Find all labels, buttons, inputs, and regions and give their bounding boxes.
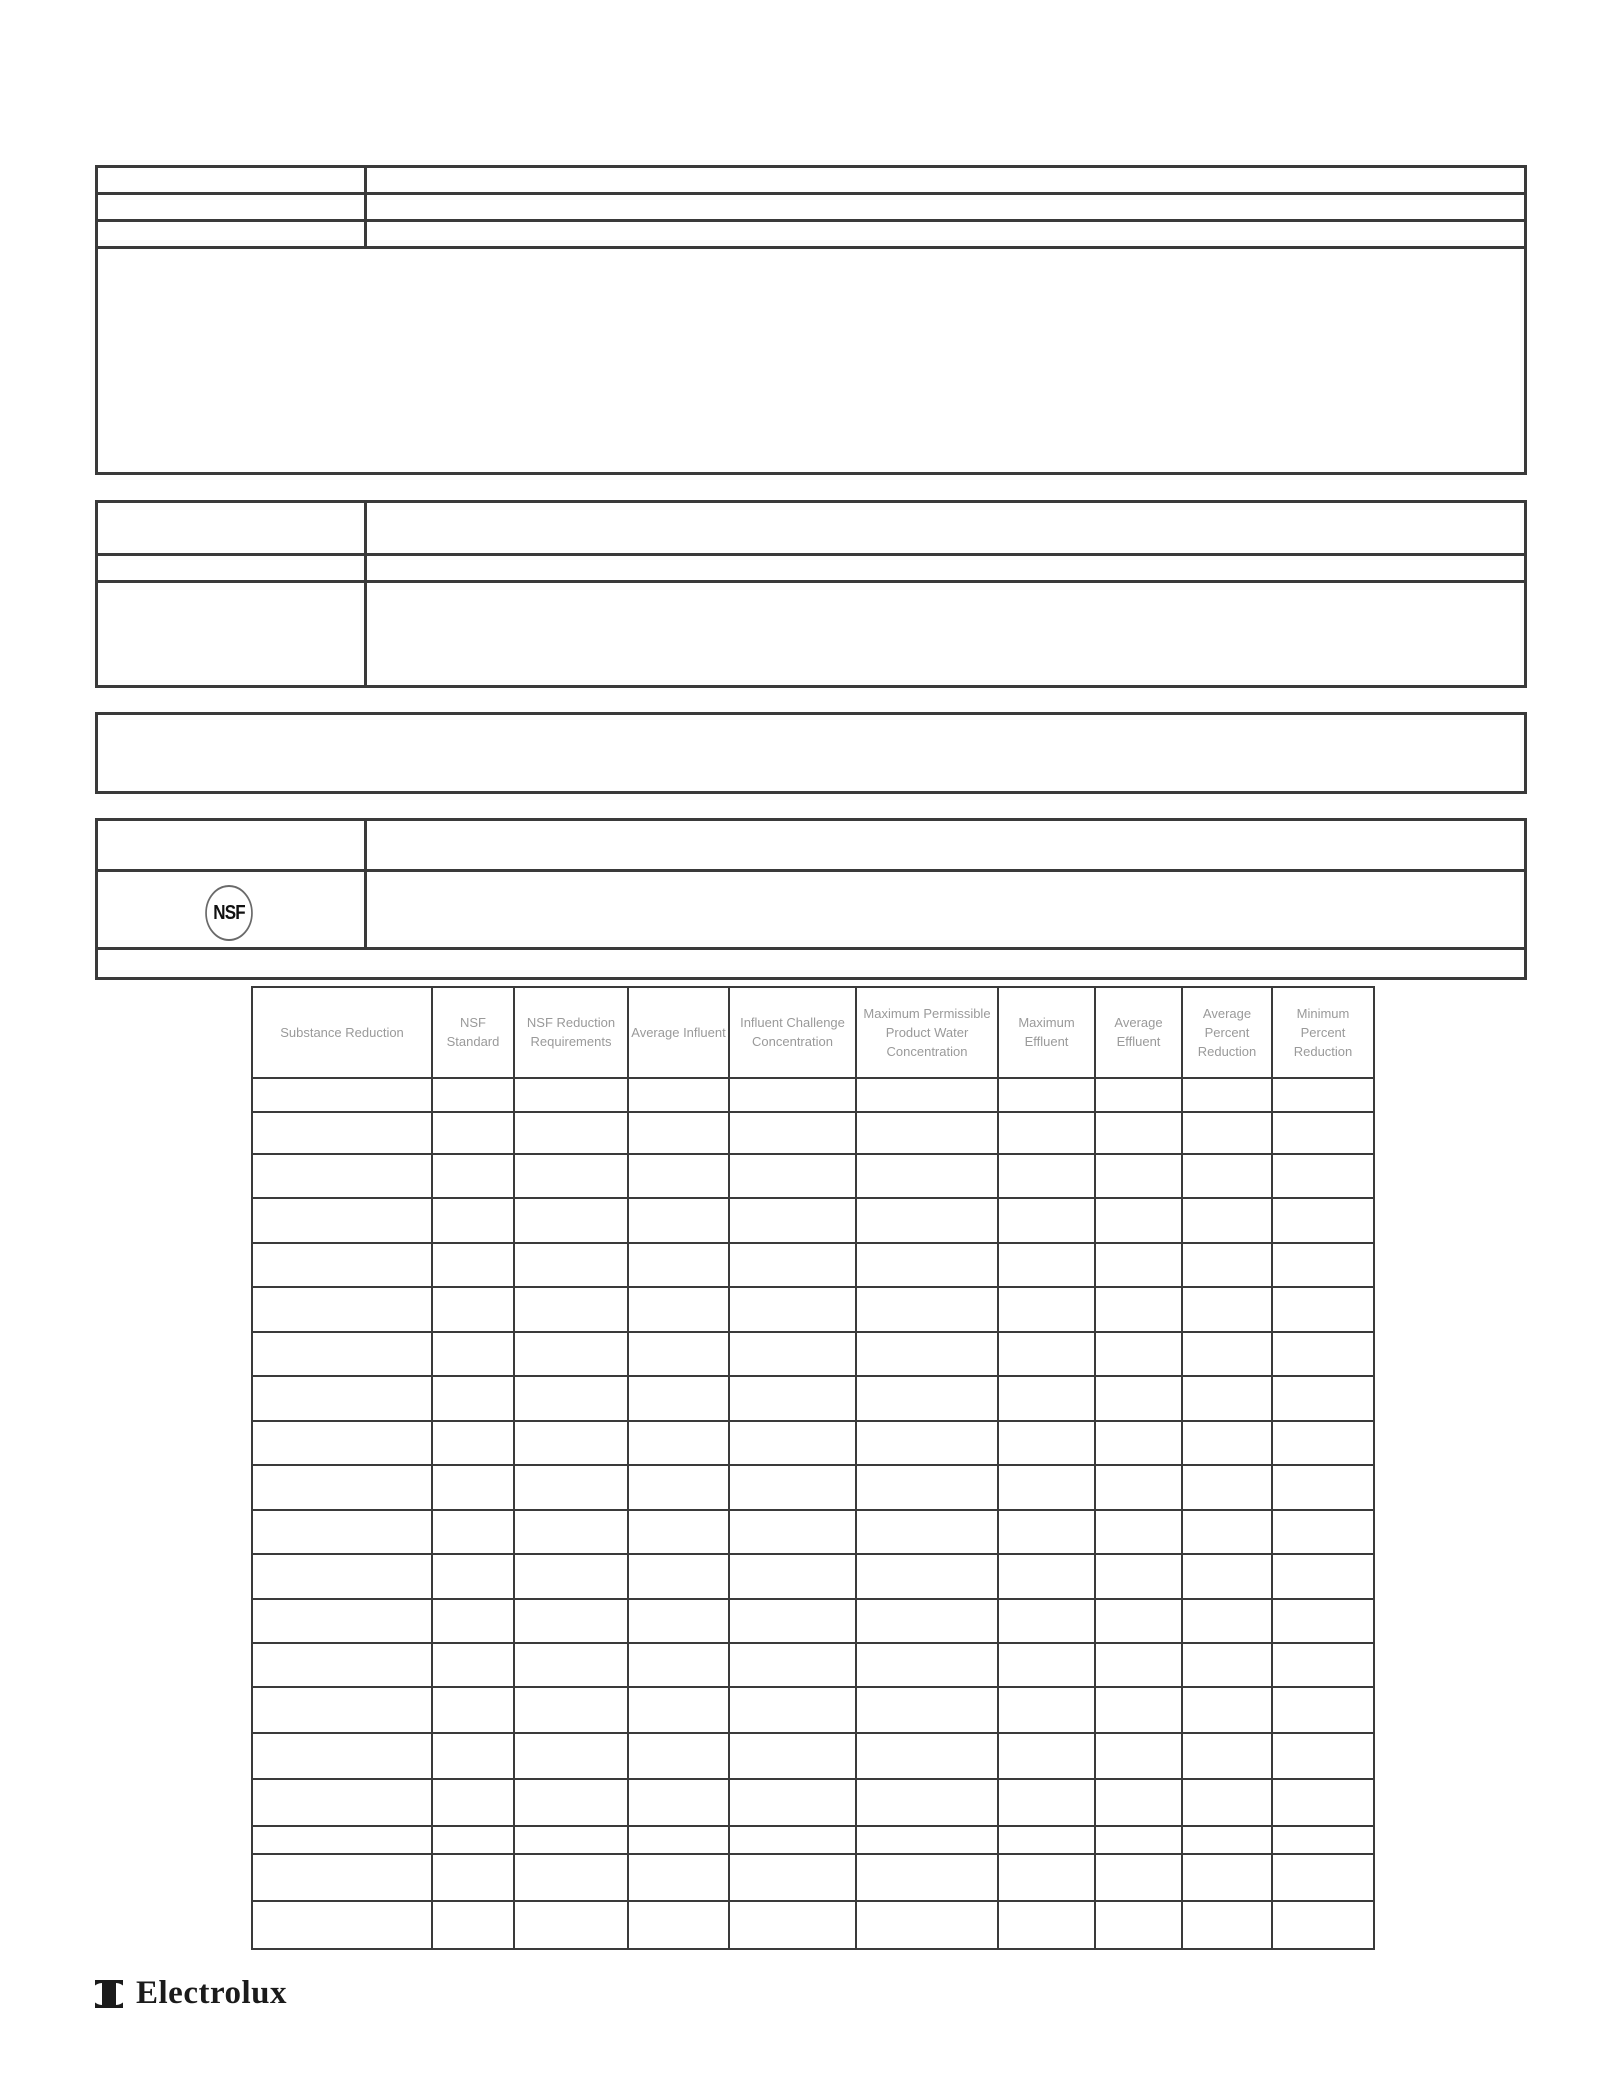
electrolux-symbol-icon [94, 1979, 124, 2009]
table-cell [514, 1554, 628, 1598]
table-row [252, 1779, 1374, 1826]
table-cell [1182, 1643, 1272, 1687]
section-4-row-divider [95, 947, 1527, 950]
section-2-row-divider [95, 553, 1527, 556]
table-row [252, 1198, 1374, 1242]
brand-name: Electrolux [136, 1975, 288, 2011]
table-cell [1272, 1198, 1374, 1242]
table-row [252, 1287, 1374, 1332]
table-header-row [252, 987, 1374, 1078]
table-row [252, 1465, 1374, 1510]
table-cell [1272, 1687, 1374, 1732]
table-row [252, 1554, 1374, 1598]
column-header: Average Effluent [1095, 987, 1182, 1078]
table-cell [432, 1554, 514, 1598]
table-cell [729, 1287, 856, 1332]
table-cell [628, 1901, 729, 1949]
table-cell [729, 1198, 856, 1242]
table-cell [628, 1643, 729, 1687]
table-cell [998, 1332, 1095, 1376]
table-cell [998, 1198, 1095, 1242]
table-cell [628, 1287, 729, 1332]
table-cell [998, 1154, 1095, 1198]
table-cell [1095, 1198, 1182, 1242]
table-cell [856, 1154, 998, 1198]
table-cell [1095, 1112, 1182, 1154]
table-cell [432, 1599, 514, 1643]
table-cell [1095, 1643, 1182, 1687]
table-cell [1095, 1421, 1182, 1465]
table-cell [856, 1421, 998, 1465]
table-cell [856, 1554, 998, 1598]
table-cell [1095, 1687, 1182, 1732]
electrolux-logo [94, 1975, 287, 2012]
section-2-row-divider [95, 580, 1527, 583]
table-cell [729, 1243, 856, 1287]
table-cell [252, 1599, 432, 1643]
column-header: Minimum Percent Reduction [1272, 987, 1374, 1078]
table-cell [252, 1332, 432, 1376]
table-row [252, 1687, 1374, 1732]
table-cell [432, 1112, 514, 1154]
table-cell [628, 1599, 729, 1643]
table-cell [856, 1287, 998, 1332]
table-cell [514, 1826, 628, 1854]
table-row [252, 1510, 1374, 1554]
section-4-row-divider [95, 869, 1527, 872]
table-row [252, 1901, 1374, 1949]
table-cell [1272, 1078, 1374, 1112]
table-cell [1272, 1112, 1374, 1154]
table-cell [729, 1826, 856, 1854]
table-cell [1182, 1112, 1272, 1154]
table-cell [729, 1112, 856, 1154]
table-cell [628, 1198, 729, 1242]
table-cell [856, 1510, 998, 1554]
table-cell [514, 1465, 628, 1510]
table-cell [1182, 1243, 1272, 1287]
table-cell [1182, 1332, 1272, 1376]
table-cell [628, 1376, 729, 1420]
table-cell [1095, 1243, 1182, 1287]
column-header: Influent Challenge Concentration [729, 987, 856, 1078]
table-cell [1182, 1078, 1272, 1112]
table-row [252, 1599, 1374, 1643]
table-cell [628, 1243, 729, 1287]
table-cell [1272, 1779, 1374, 1826]
table-row [252, 1421, 1374, 1465]
table-cell [514, 1779, 628, 1826]
table-cell [252, 1643, 432, 1687]
table-row [252, 1733, 1374, 1779]
table-cell [1095, 1901, 1182, 1949]
section-2-column-divider [364, 500, 367, 688]
table-cell [1182, 1599, 1272, 1643]
table-cell [998, 1376, 1095, 1420]
table-cell [729, 1078, 856, 1112]
table-cell [1272, 1599, 1374, 1643]
table-cell [628, 1854, 729, 1900]
table-cell [514, 1078, 628, 1112]
table-cell [432, 1421, 514, 1465]
table-cell [432, 1243, 514, 1287]
table-row [252, 1854, 1374, 1900]
table-cell [998, 1465, 1095, 1510]
table-cell [1272, 1465, 1374, 1510]
table-cell [1095, 1733, 1182, 1779]
column-header: NSF Standard [432, 987, 514, 1078]
column-header: Substance Reduction [252, 987, 432, 1078]
table-cell [729, 1901, 856, 1949]
table-cell [998, 1510, 1095, 1554]
table-cell [998, 1599, 1095, 1643]
table-cell [856, 1854, 998, 1900]
table-cell [856, 1901, 998, 1949]
table-cell [998, 1779, 1095, 1826]
table-cell [1182, 1198, 1272, 1242]
table-cell [998, 1826, 1095, 1854]
table-cell [514, 1599, 628, 1643]
table-cell [729, 1554, 856, 1598]
table-cell [1095, 1376, 1182, 1420]
section-1-row-divider [95, 219, 1527, 222]
table-cell [729, 1854, 856, 1900]
table-cell [856, 1599, 998, 1643]
table-cell [252, 1421, 432, 1465]
table-cell [856, 1243, 998, 1287]
table-cell [628, 1779, 729, 1826]
table-cell [1095, 1154, 1182, 1198]
table-cell [432, 1687, 514, 1732]
column-header: Maximum Permissible Product Water Concentration [856, 987, 998, 1078]
table-cell [998, 1687, 1095, 1732]
table-cell [432, 1510, 514, 1554]
table-cell [729, 1599, 856, 1643]
table-cell [252, 1112, 432, 1154]
table-cell [252, 1554, 432, 1598]
table-cell [628, 1332, 729, 1376]
table-cell [628, 1826, 729, 1854]
table-cell [856, 1198, 998, 1242]
table-row [252, 1643, 1374, 1687]
table-cell [1095, 1599, 1182, 1643]
table-cell [432, 1826, 514, 1854]
table-cell [252, 1465, 432, 1510]
table-cell [998, 1901, 1095, 1949]
info-section-3 [95, 712, 1527, 794]
table-cell [514, 1198, 628, 1242]
info-section-2 [95, 500, 1527, 688]
table-cell [252, 1198, 432, 1242]
table-cell [1182, 1510, 1272, 1554]
table-cell [1182, 1287, 1272, 1332]
table-cell [514, 1901, 628, 1949]
table-cell [514, 1643, 628, 1687]
section-1-column-divider [364, 165, 367, 247]
table-cell [628, 1421, 729, 1465]
table-cell [1272, 1733, 1374, 1779]
table-cell [1095, 1332, 1182, 1376]
table-cell [514, 1687, 628, 1732]
table-row [252, 1332, 1374, 1376]
info-section-1 [95, 165, 1527, 475]
nsf-logo: NSF [205, 885, 253, 941]
table-cell [252, 1826, 432, 1854]
table-cell [252, 1078, 432, 1112]
table-cell [432, 1901, 514, 1949]
table-cell [1095, 1287, 1182, 1332]
certification-section [95, 818, 1527, 980]
table-cell [729, 1733, 856, 1779]
table-cell [252, 1243, 432, 1287]
table-cell [628, 1554, 729, 1598]
table-row [252, 1376, 1374, 1420]
table-cell [628, 1733, 729, 1779]
table-cell [252, 1510, 432, 1554]
table-cell [432, 1854, 514, 1900]
table-cell [628, 1687, 729, 1732]
table-cell [514, 1510, 628, 1554]
table-cell [1095, 1779, 1182, 1826]
table-cell [856, 1078, 998, 1112]
section-1-row-divider [95, 246, 1527, 249]
table-cell [856, 1779, 998, 1826]
column-header: Average Percent Reduction [1182, 987, 1272, 1078]
table-cell [1272, 1243, 1374, 1287]
table-cell [856, 1332, 998, 1376]
table-cell [856, 1687, 998, 1732]
table-cell [1182, 1376, 1272, 1420]
table-cell [432, 1198, 514, 1242]
column-header: Average Influent [628, 987, 729, 1078]
table-cell [1272, 1826, 1374, 1854]
table-row [252, 1078, 1374, 1112]
table-row [252, 1243, 1374, 1287]
table-cell [432, 1733, 514, 1779]
table-cell [1182, 1901, 1272, 1949]
table-cell [432, 1078, 514, 1112]
table-cell [998, 1287, 1095, 1332]
table-cell [1095, 1465, 1182, 1510]
table-cell [514, 1154, 628, 1198]
table-cell [729, 1779, 856, 1826]
table-cell [432, 1465, 514, 1510]
table-cell [1095, 1078, 1182, 1112]
table-cell [1182, 1826, 1272, 1854]
table-cell [1182, 1779, 1272, 1826]
table-cell [1272, 1376, 1374, 1420]
table-cell [1182, 1421, 1272, 1465]
table-cell [856, 1826, 998, 1854]
table-cell [514, 1854, 628, 1900]
table-cell [729, 1643, 856, 1687]
table-cell [1095, 1854, 1182, 1900]
table-cell [1272, 1287, 1374, 1332]
table-cell [432, 1154, 514, 1198]
table-cell [1272, 1510, 1374, 1554]
table-cell [514, 1287, 628, 1332]
table-cell [628, 1510, 729, 1554]
table-cell [1095, 1554, 1182, 1598]
table-cell [252, 1854, 432, 1900]
table-cell [252, 1779, 432, 1826]
table-cell [856, 1465, 998, 1510]
performance-data-table [251, 986, 1375, 1950]
table-cell [514, 1421, 628, 1465]
table-cell [729, 1687, 856, 1732]
table-cell [1272, 1643, 1374, 1687]
table-cell [252, 1376, 432, 1420]
table-cell [1182, 1154, 1272, 1198]
table-cell [432, 1643, 514, 1687]
section-1-row-divider [95, 192, 1527, 195]
table-cell [1272, 1421, 1374, 1465]
table-cell [1272, 1854, 1374, 1900]
table-cell [252, 1687, 432, 1732]
table-cell [1272, 1154, 1374, 1198]
table-cell [432, 1287, 514, 1332]
table-cell [252, 1901, 432, 1949]
table-cell [252, 1733, 432, 1779]
table-cell [998, 1733, 1095, 1779]
table-cell [628, 1078, 729, 1112]
table-cell [729, 1510, 856, 1554]
table-cell [1182, 1733, 1272, 1779]
table-cell [252, 1287, 432, 1332]
table-cell [514, 1376, 628, 1420]
table-cell [1182, 1687, 1272, 1732]
table-cell [1095, 1510, 1182, 1554]
table-cell [628, 1465, 729, 1510]
table-cell [514, 1112, 628, 1154]
table-cell [856, 1643, 998, 1687]
table-cell [856, 1733, 998, 1779]
table-cell [856, 1112, 998, 1154]
table-cell [514, 1243, 628, 1287]
table-cell [856, 1376, 998, 1420]
table-row [252, 1826, 1374, 1854]
table-row [252, 1154, 1374, 1198]
table-cell [432, 1332, 514, 1376]
table-cell [1182, 1854, 1272, 1900]
column-header: NSF Reduction Requirements [514, 987, 628, 1078]
table-cell [1095, 1826, 1182, 1854]
section-4-column-divider [364, 818, 367, 948]
table-cell [1272, 1901, 1374, 1949]
table-cell [998, 1643, 1095, 1687]
table-cell [729, 1332, 856, 1376]
table-cell [729, 1465, 856, 1510]
table-cell [514, 1332, 628, 1376]
table-cell [998, 1112, 1095, 1154]
table-cell [998, 1243, 1095, 1287]
table-cell [1272, 1554, 1374, 1598]
table-cell [1272, 1332, 1374, 1376]
table-cell [998, 1554, 1095, 1598]
table-cell [998, 1078, 1095, 1112]
column-header: Maximum Effluent [998, 987, 1095, 1078]
table-cell [432, 1376, 514, 1420]
table-cell [998, 1421, 1095, 1465]
table-cell [1182, 1554, 1272, 1598]
table-row [252, 1112, 1374, 1154]
table-cell [432, 1779, 514, 1826]
table-cell [729, 1421, 856, 1465]
table-cell [729, 1376, 856, 1420]
table-cell [998, 1854, 1095, 1900]
table-cell [729, 1154, 856, 1198]
table-cell [252, 1154, 432, 1198]
table-cell [628, 1154, 729, 1198]
table-cell [1182, 1465, 1272, 1510]
table-cell [514, 1733, 628, 1779]
table-cell [628, 1112, 729, 1154]
